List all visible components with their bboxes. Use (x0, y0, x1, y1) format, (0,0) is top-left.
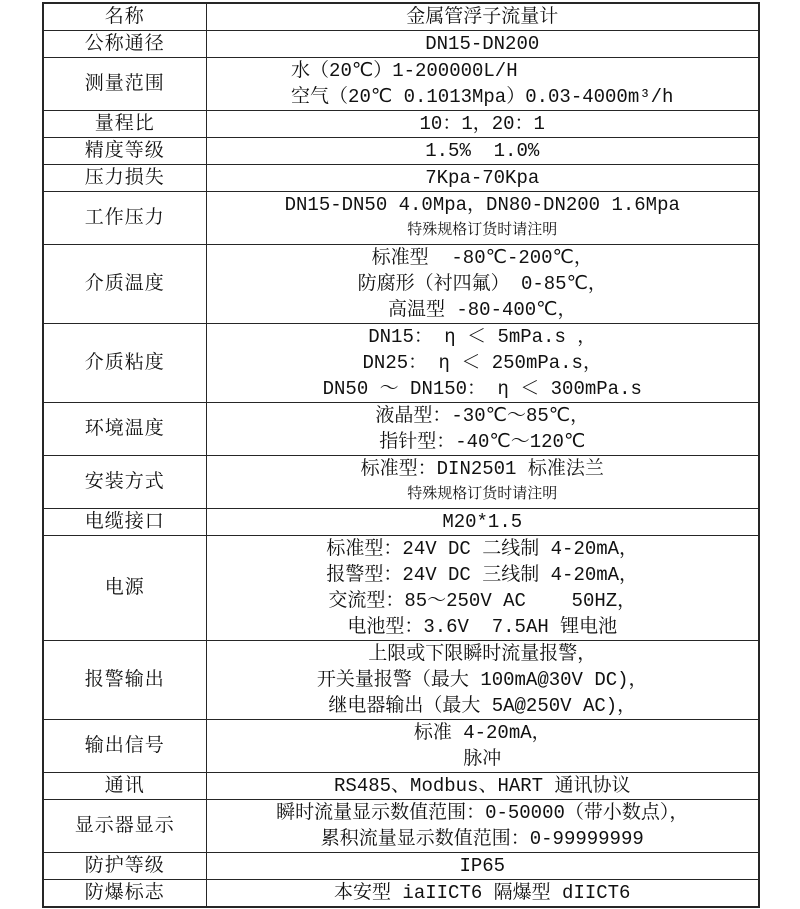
spec-value-line: 继电器输出（最大 5A@250V AC)， (328, 695, 637, 717)
table-row (43, 509, 759, 536)
table-row (43, 138, 759, 165)
spec-value-line: DN50 ～ DN150： η ＜ 300mPa.s (322, 378, 642, 400)
spec-value-line: 液晶型：-30℃～85℃， (375, 405, 590, 427)
table-row (43, 31, 759, 58)
spec-value-line: 上限或下限瞬时流量报警， (368, 643, 597, 665)
spec-label: 介质粘度 (43, 324, 206, 403)
spec-value (206, 853, 759, 880)
spec-label: 显示器显示 (43, 800, 206, 853)
spec-value-line: 标准 4-20mA， (413, 722, 551, 744)
spec-value-line: 水（20℃）1-200000L/H (291, 60, 518, 82)
spec-value-line: 7Kpa-70Kpa (425, 167, 540, 189)
spec-label: 报警输出 (43, 641, 206, 720)
spec-value-line: 金属管浮子流量计 (406, 6, 559, 28)
spec-table (42, 2, 760, 908)
spec-value-line: 标准型：DIN2501 标准法兰 (360, 458, 604, 480)
spec-label: 工作压力 (43, 192, 206, 245)
spec-value (206, 800, 759, 853)
spec-value-line: DN15-DN200 (425, 33, 540, 55)
spec-table-body (43, 3, 759, 907)
spec-label: 名称 (43, 3, 206, 31)
spec-label: 精度等级 (43, 138, 206, 165)
spec-value (206, 880, 759, 908)
spec-value-line: 脉冲 (463, 748, 502, 770)
table-row (43, 192, 759, 245)
spec-value-line: 报警型：24V DC 三线制 4-20mA， (326, 564, 639, 586)
spec-label: 电缆接口 (43, 509, 206, 536)
spec-value (206, 456, 759, 509)
spec-value-line: 1.5% 1.0% (425, 140, 540, 162)
spec-value-line: M20*1.5 (442, 511, 523, 533)
spec-value (206, 111, 759, 138)
spec-value-block (291, 58, 673, 110)
spec-value (206, 3, 759, 31)
spec-value-line: DN25： η ＜ 250mPa.s， (362, 352, 602, 374)
spec-value (206, 245, 759, 324)
spec-value (206, 192, 759, 245)
spec-value-line: 累积流量显示数值范围：0-99999999 (320, 828, 644, 850)
spec-value (206, 720, 759, 773)
spec-value-line: 交流型：85～250V AC 50HZ， (328, 590, 637, 612)
spec-value-line: 高温型 -80-400℃， (387, 299, 577, 321)
spec-value-line: 标准型 -80℃-200℃， (371, 247, 593, 269)
spec-label: 安装方式 (43, 456, 206, 509)
spec-label: 压力损失 (43, 165, 206, 192)
table-row (43, 456, 759, 509)
spec-label: 输出信号 (43, 720, 206, 773)
spec-label: 通讯 (43, 773, 206, 800)
spec-value-line: RS485、Modbus、HART 通讯协议 (334, 775, 631, 797)
spec-value-line: 本安型 iaIICT6 隔爆型 dIICT6 (334, 882, 631, 904)
table-row (43, 3, 759, 31)
spec-value (206, 324, 759, 403)
spec-value-line: 开关量报警（最大 100mA@30V DC)， (316, 669, 648, 691)
table-row (43, 324, 759, 403)
spec-value (206, 58, 759, 111)
table-row (43, 773, 759, 800)
table-row (43, 853, 759, 880)
spec-value (206, 138, 759, 165)
table-row (43, 720, 759, 773)
spec-value-line: 10：1，20：1 (419, 113, 545, 135)
table-row (43, 111, 759, 138)
table-row (43, 880, 759, 908)
spec-value-line: IP65 (459, 855, 506, 877)
spec-label: 防爆标志 (43, 880, 206, 908)
spec-value-line: 瞬时流量显示数值范围：0-50000（带小数点）， (276, 802, 689, 824)
spec-value-line: 标准型：24V DC 二线制 4-20mA， (326, 538, 639, 560)
spec-label: 环境温度 (43, 403, 206, 456)
spec-label: 公称通径 (43, 31, 206, 58)
spec-value (206, 641, 759, 720)
spec-value-line: 指针型：-40℃～120℃ (379, 431, 586, 453)
spec-value (206, 509, 759, 536)
spec-label: 防护等级 (43, 853, 206, 880)
table-row (43, 403, 759, 456)
spec-value-line: 电池型：3.6V 7.5AH 锂电池 (347, 616, 618, 638)
spec-value-line: 空气（20℃ 0.1013Mpa）0.03-4000m³/h (291, 86, 674, 108)
spec-value (206, 403, 759, 456)
table-row (43, 800, 759, 853)
spec-value (206, 165, 759, 192)
table-row (43, 536, 759, 641)
spec-value (206, 31, 759, 58)
spec-label: 测量范围 (43, 58, 206, 111)
spec-label: 量程比 (43, 111, 206, 138)
spec-value-line: 特殊规格订货时请注明 (407, 486, 558, 503)
spec-label: 电源 (43, 536, 206, 641)
spec-value (206, 773, 759, 800)
spec-value-line: 防腐形（衬四氟） 0-85℃， (357, 273, 607, 295)
spec-value (206, 536, 759, 641)
spec-value-line: DN15-DN50 4.0Mpa，DN80-DN200 1.6Mpa (284, 194, 680, 216)
spec-label: 介质温度 (43, 245, 206, 324)
table-row (43, 58, 759, 111)
table-row (43, 641, 759, 720)
spec-value-line: DN15： η ＜ 5mPa.s ， (368, 326, 597, 348)
table-row (43, 245, 759, 324)
table-row (43, 165, 759, 192)
spec-value-line: 特殊规格订货时请注明 (407, 222, 558, 239)
